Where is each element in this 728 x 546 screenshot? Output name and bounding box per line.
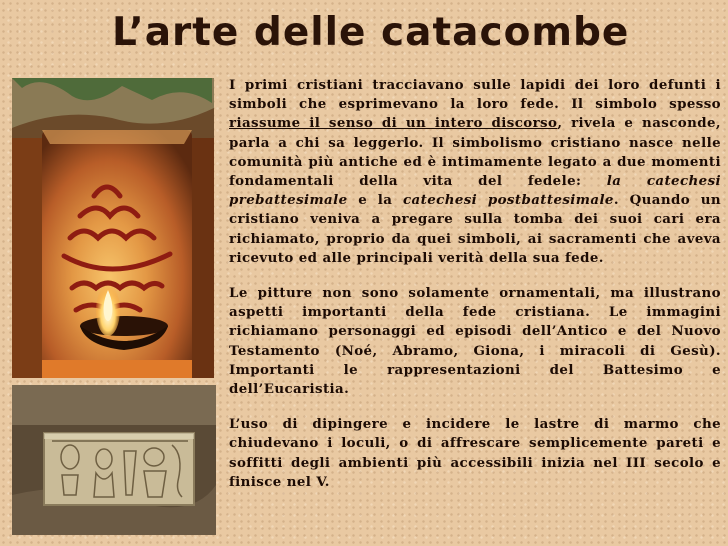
slide-title: L’arte delle catacombe xyxy=(112,10,630,55)
p1-italic-prebattesimale: la catechesi prebattesimale xyxy=(229,173,721,209)
p1-italic-postbattesimale: catechesi postbattesimale xyxy=(403,192,614,209)
p1-text-g: . Quando un cristiano veniva a pregare sulla tomba dei suoi cari era richiamato, proprio da quei simboli, ai sacramenti che aveva ricevuto ed alle principali verità della sua fede. xyxy=(229,192,722,266)
p1-text-e: e la xyxy=(347,192,403,209)
body-text xyxy=(229,76,721,492)
paragraph-2: Le pitture non sono solamente ornamentali, ma illustrano aspetti importanti della fede cristiana. Le immagini richiamano personaggi ed episodi dell’Antico e del Nuovo Testamento (Noé, Abramo, Giona, i miracoli di Gesù). Importanti le rappresentazioni del Battesimo e dell’Eucaristia. xyxy=(229,285,721,398)
paragraph-1 xyxy=(229,76,721,268)
engraved-marble-slab-photo xyxy=(12,385,216,535)
paragraph-3: L’uso di dipingere e incidere le lastre di marmo che chiudevano i loculi, o di affrescare semplicemente pareti e soffitti degli ambienti più accessibili inizia nel III secolo e finisce nel V. xyxy=(229,416,721,490)
p1-text-c: , rivela e nasconde, parla a chi sa leggerlo. Il simbolismo cristiano nasce nelle comunità più antiche ed è intimamente legato a due momenti fondamentali della vita del fedele: xyxy=(229,115,721,190)
catacomb-niche-photo xyxy=(12,78,214,378)
p1-text-a: I primi cristiani tracciavano sulle lapidi dei loro defunti i simboli che esprimevano la loro fede. Il simbolo spesso xyxy=(229,77,721,113)
p1-underlined-phrase: riassume il senso di un intero discorso xyxy=(229,115,558,132)
